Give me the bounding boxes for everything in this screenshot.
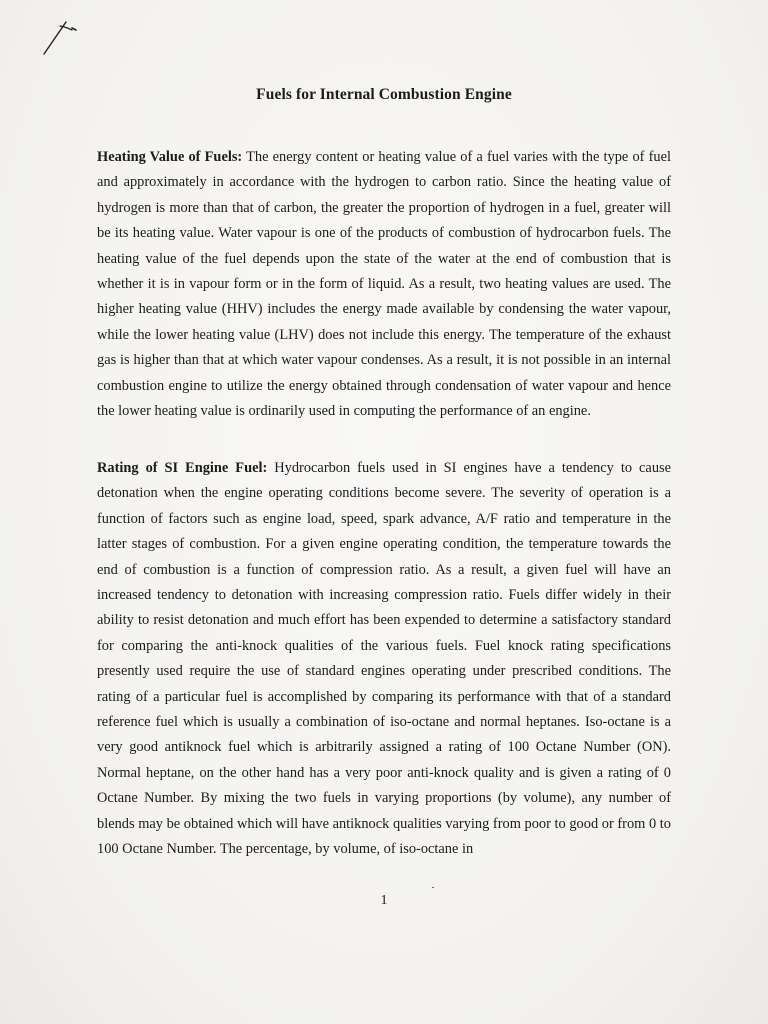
section-body: Hydrocarbon fuels used in SI engines have a tendency to cause detonation when the engine operating conditions become severe. The severity of operation is a function of factors such as engine load, speed, spark advance, A/F ratio and temperature in the latter stages of combustion. For a given engine operating condition, the temperature towards the end of combustion is a function of compression ratio. As a result, a given fuel will have an increased tendency to detonation with increasing compression ratio. Fuels differ widely in their ability to resist detonation and much effort has been expended to determine a satisfactory standard for comparing the anti-knock qualities of the various fuels. Fuel knock rating specifications presently used require the use of standard engines operating under prescribed conditions. The rating of a particular fuel is accomplished by comparing its performance with that of a standard reference fuel which is usually a combination of iso-octane and normal heptanes. Iso-octane is a very good antiknock fuel which is arbitrarily assigned a rating of 100 Octane Number (ON). Normal heptane, on the other hand has a very poor anti-knock quality and is given a rating of 0 Octane Number. By mixing the two fuels in varying proportions (by volume), any number of blends may be obtained which will have antiknock qualities varying from poor to good or from 0 to 100 Octane Number. The percentage, by volume, of iso-octane in xyxy=(97,460,671,858)
section-body: The energy content or heating value of a fuel varies with the type of fuel and approximately in accordance with the hydrogen to carbon ratio. Since the heating value of hydrogen is more than that of carbon, the greater the proportion of hydrogen in a fuel, greater will be its heating value. Water vapour is one of the products of combustion of hydrocarbon fuels. The heating value of the fuel depends upon the state of the water at the end of combustion that is whether it is in vapour form or in the form of liquid. As a result, two heating values are used. The higher heating value (HHV) includes the energy made available by condensing the water vapour, while the lower heating value (LHV) does not include this energy. The temperature of the exhaust gas is higher than that at which water vapour condenses. As a result, it is not possible in an internal combustion engine to utilize the energy obtained through condensation of water vapour and hence the lower heating value is ordinarily used in computing the performance of an engine. xyxy=(97,149,671,420)
scan-speck xyxy=(432,887,434,888)
section-heading: Heating Value of Fuels: xyxy=(97,149,243,165)
pen-mark-icon xyxy=(36,16,84,64)
section-heading: Rating of SI Engine Fuel: xyxy=(97,460,268,476)
section-si-engine-fuel-rating xyxy=(97,456,671,863)
page-number: 1 xyxy=(380,893,388,908)
section-heating-value xyxy=(97,145,671,424)
page-title: Fuels for Internal Combustion Engine xyxy=(256,86,512,103)
